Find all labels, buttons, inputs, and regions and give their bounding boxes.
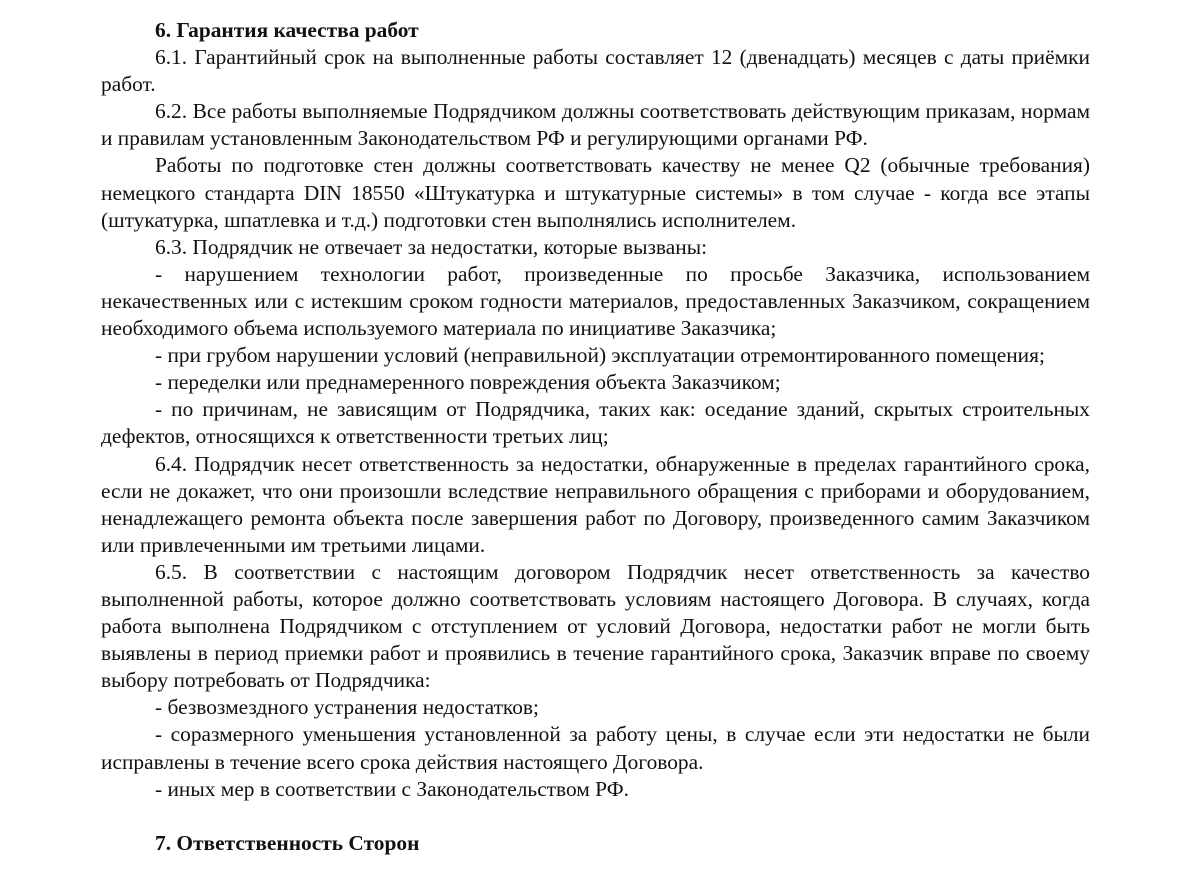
clause-6-3-item-third-party: - по причинам, не зависящим от Подрядчика, таких как: оседание зданий, скрытых строительных дефектов, относящихся к ответственности третьих лиц;: [101, 397, 1090, 449]
clause-6-2-walls: Работы по подготовке стен должны соответствовать качеству не менее Q2 (обычные требования) немецкого стандарта DIN 18550 «Штукатурка и штукатурные системы» в том случае - когда все этапы (штукатурка, шпатлевка и т.д.) подготовки стен выполнялись исполнителем.: [101, 153, 1090, 232]
section-spacer: [101, 803, 1090, 830]
clause-6-5-item-other-measures: - иных мер в соответствии с Законодательством РФ.: [155, 776, 629, 801]
clause-6-3-item-technology: - нарушением технологии работ, произведенные по просьбе Заказчика, использованием некачественных или с истекшим сроком годности материалов, предоставленных Заказчиком, сокращением необходимого объема используемого материала по инициативе Заказчика;: [101, 261, 1090, 341]
clause-6-5-item-free-fix: - безвозмездного устранения недостатков;: [155, 695, 539, 720]
clause-6-4: 6.4. Подрядчик несет ответственность за недостатки, обнаруженные в пределах гарантийного срока, если не докажет, что они произошли вследствие неправильного обращения с приборами и оборудованием, ненадлежащего ремонта объекта после завершения работ по Договору, произведенного самим Заказчиком или привлеченными им третьими лицами.: [101, 451, 1090, 557]
clause-6-3-item-operation: - при грубом нарушении условий (неправильной) эксплуатации отремонтированного помещения;: [155, 343, 1045, 368]
clause-6-2: 6.2. Все работы выполняемые Подрядчиком должны соответствовать действующим приказам, нормам и правилам установленным Законодательством РФ и регулирующими органами РФ.: [101, 99, 1090, 151]
document-page: [101, 17, 1090, 857]
section-7-heading: 7. Ответственность Сторон: [155, 830, 420, 855]
clause-6-5: 6.5. В соответствии с настоящим договором Подрядчик несет ответственность за качество выполненной работы, которое должно соответствовать условиям настоящего Договора. В случаях, когда работа выполнена Подрядчиком с отступлением от условий Договора, недостатки работ не могли быть выявлены в период приемки работ и проявились в течение гарантийного срока, Заказчик вправе по своему выбору потребовать от Подрядчика:: [101, 559, 1090, 693]
clause-6-5-item-price-reduction: - соразмерного уменьшения установленной за работу цены, в случае если эти недостатки не были исправлены в течение всего срока действия настоящего Договора.: [101, 722, 1090, 774]
clause-6-3: 6.3. Подрядчик не отвечает за недостатки, которые вызваны:: [155, 234, 708, 259]
section-6-heading: 6. Гарантия качества работ: [155, 18, 419, 42]
clause-6-1: 6.1. Гарантийный срок на выполненные работы составляет 12 (двенадцать) месяцев с даты приёмки работ.: [101, 45, 1090, 97]
clause-6-3-item-damage: - переделки или преднамеренного повреждения объекта Заказчиком;: [155, 370, 781, 395]
